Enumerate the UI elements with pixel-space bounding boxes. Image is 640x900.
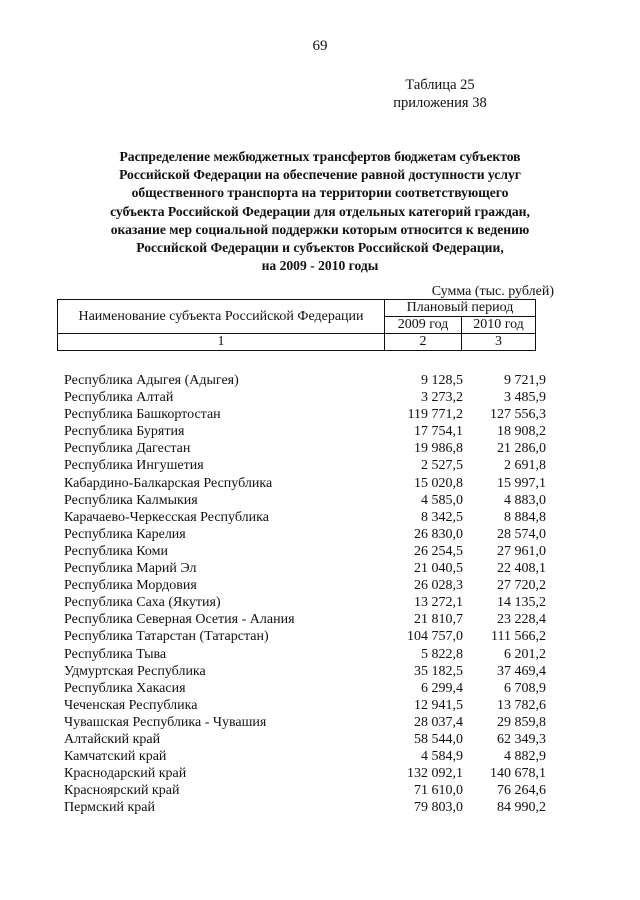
table-row [64, 577, 554, 594]
value-2009: 12 941,5 [414, 697, 463, 713]
value-2009: 21 040,5 [414, 561, 463, 577]
value-2010: 15 997,1 [497, 475, 546, 491]
value-2009: 132 092,1 [407, 766, 463, 782]
value-2009: 8 342,5 [421, 509, 463, 525]
value-2009: 119 771,2 [407, 407, 463, 423]
subject-name: Республика Башкортостан [64, 407, 221, 423]
value-2010: 2 691,8 [504, 458, 546, 474]
table-row [64, 748, 554, 765]
title-line: оказание мер социальной поддержки которым относится к ведению [110, 221, 530, 237]
column-number-2: 2 [385, 334, 462, 351]
value-2009: 26 830,0 [414, 526, 463, 542]
subject-name: Чувашская Республика - Чувашия [64, 714, 267, 730]
value-2009: 4 585,0 [421, 492, 463, 508]
title-line: Распределение межбюджетных трансфертов бюджетам субъектов [119, 149, 521, 164]
table-row [64, 697, 554, 714]
subject-name: Республика Хакасия [64, 680, 186, 696]
value-2009: 21 810,7 [414, 612, 463, 628]
subject-name: Республика Алтай [64, 390, 174, 406]
subject-name: Республика Бурятия [64, 424, 185, 440]
value-2010: 140 678,1 [490, 766, 546, 782]
value-2010: 8 884,8 [504, 509, 546, 525]
value-2010: 3 485,9 [504, 390, 546, 406]
table-header [57, 299, 536, 351]
table-row [64, 714, 554, 731]
table-row [64, 372, 554, 389]
subject-name: Республика Карелия [64, 526, 186, 542]
title-line: Российской Федерации на обеспечение равной доступности услуг [119, 167, 521, 183]
table-row [64, 611, 554, 628]
subject-name: Краснодарский край [64, 766, 187, 782]
value-2010: 76 264,6 [497, 783, 546, 799]
subject-name: Республика Мордовия [64, 578, 197, 594]
subject-name: Республика Дагестан [64, 441, 191, 457]
column-number-3: 3 [462, 334, 536, 351]
table-row [64, 731, 554, 748]
subject-name: Красноярский край [64, 783, 180, 799]
table-row [64, 406, 554, 423]
value-2009: 26 028,3 [414, 578, 463, 594]
value-2010: 21 286,0 [497, 441, 546, 457]
subject-name: Пермский край [64, 800, 155, 816]
table-body [64, 372, 554, 816]
appendix-reference: приложения 38 [393, 95, 487, 111]
document-title [70, 148, 570, 275]
value-2010: 84 990,2 [497, 800, 546, 816]
table-reference [340, 76, 540, 112]
title-line: общественного транспорта на территории соответствующего [131, 185, 509, 201]
value-2010: 4 882,9 [504, 749, 546, 765]
title-line: на 2009 - 2010 годы [261, 258, 379, 274]
value-2010: 18 908,2 [497, 424, 546, 440]
header-year-2010: 2010 год [462, 317, 536, 334]
table-row [64, 423, 554, 440]
table-row [64, 440, 554, 457]
value-2009: 4 584,9 [421, 749, 463, 765]
table-row [64, 765, 554, 782]
title-line: Российской Федерации и субъектов Российской Федерации, [136, 240, 504, 256]
value-2010: 127 556,3 [490, 407, 546, 423]
units-label: Сумма (тыс. рублей) [431, 284, 554, 299]
table-row [64, 457, 554, 474]
value-2009: 2 527,5 [421, 458, 463, 474]
value-2009: 5 822,8 [421, 646, 463, 662]
subject-name: Республика Адыгея (Адыгея) [64, 373, 239, 388]
subject-name: Кабардино-Балкарская Республика [64, 475, 273, 491]
subject-name: Республика Коми [64, 543, 168, 559]
value-2009: 104 757,0 [407, 629, 463, 645]
subject-name: Карачаево-Черкесская Республика [64, 509, 269, 525]
value-2009: 28 037,4 [414, 714, 463, 730]
value-2009: 15 020,8 [414, 475, 463, 491]
table-row [64, 799, 554, 816]
table-row [64, 526, 554, 543]
value-2010: 111 566,2 [491, 629, 546, 645]
table-number: Таблица 25 [405, 77, 475, 93]
column-number-1: 1 [58, 334, 385, 351]
value-2010: 27 961,0 [497, 543, 546, 559]
subject-name: Республика Ингушетия [64, 458, 204, 474]
value-2010: 62 349,3 [497, 731, 546, 747]
subject-name: Чеченская Республика [64, 697, 198, 713]
subject-name: Республика Марий Эл [64, 561, 197, 577]
table-row [64, 560, 554, 577]
value-2009: 26 254,5 [414, 543, 463, 559]
value-2009: 13 272,1 [414, 595, 463, 611]
header-year-2009: 2009 год [385, 317, 462, 334]
value-2009: 19 986,8 [414, 441, 463, 457]
value-2010: 27 720,2 [497, 578, 546, 594]
subject-name: Республика Саха (Якутия) [64, 595, 221, 611]
table-row [64, 492, 554, 509]
value-2010: 9 721,9 [504, 373, 546, 388]
value-2009: 58 544,0 [414, 731, 463, 747]
table-row [64, 628, 554, 645]
subject-name: Республика Татарстан (Татарстан) [64, 629, 269, 645]
table-row [64, 680, 554, 697]
table-row [64, 594, 554, 611]
value-2009: 9 128,5 [421, 373, 463, 388]
value-2010: 29 859,8 [497, 714, 546, 730]
value-2009: 35 182,5 [414, 663, 463, 679]
table-row [64, 646, 554, 663]
value-2010: 4 883,0 [504, 492, 546, 508]
subject-name: Республика Калмыкия [64, 492, 198, 508]
value-2010: 28 574,0 [497, 526, 546, 542]
value-2009: 79 803,0 [414, 800, 463, 816]
table-row [64, 663, 554, 680]
subject-name: Республика Тыва [64, 646, 167, 662]
table-row [64, 543, 554, 560]
subject-name: Республика Северная Осетия - Алания [64, 612, 295, 628]
value-2009: 17 754,1 [414, 424, 463, 440]
header-subject-name: Наименование субъекта Российской Федерации [58, 300, 385, 334]
value-2009: 6 299,4 [421, 680, 463, 696]
subject-name: Алтайский край [64, 731, 161, 747]
value-2010: 37 469,4 [497, 663, 546, 679]
table-row [64, 509, 554, 526]
table-row [64, 475, 554, 492]
value-2010: 6 201,2 [504, 646, 546, 662]
header-planning-period: Плановый период [385, 300, 536, 317]
value-2009: 71 610,0 [414, 783, 463, 799]
value-2010: 6 708,9 [504, 680, 546, 696]
page-number: 69 [312, 38, 328, 54]
value-2010: 14 135,2 [497, 595, 546, 611]
table-row [64, 389, 554, 406]
title-line: субъекта Российской Федерации для отдельных категорий граждан, [110, 203, 530, 219]
subject-name: Удмуртская Республика [64, 663, 206, 679]
value-2010: 13 782,6 [497, 697, 546, 713]
subject-name: Камчатский край [64, 749, 167, 765]
value-2009: 3 273,2 [421, 390, 463, 406]
value-2010: 22 408,1 [497, 561, 546, 577]
table-row [64, 782, 554, 799]
value-2010: 23 228,4 [497, 612, 546, 628]
